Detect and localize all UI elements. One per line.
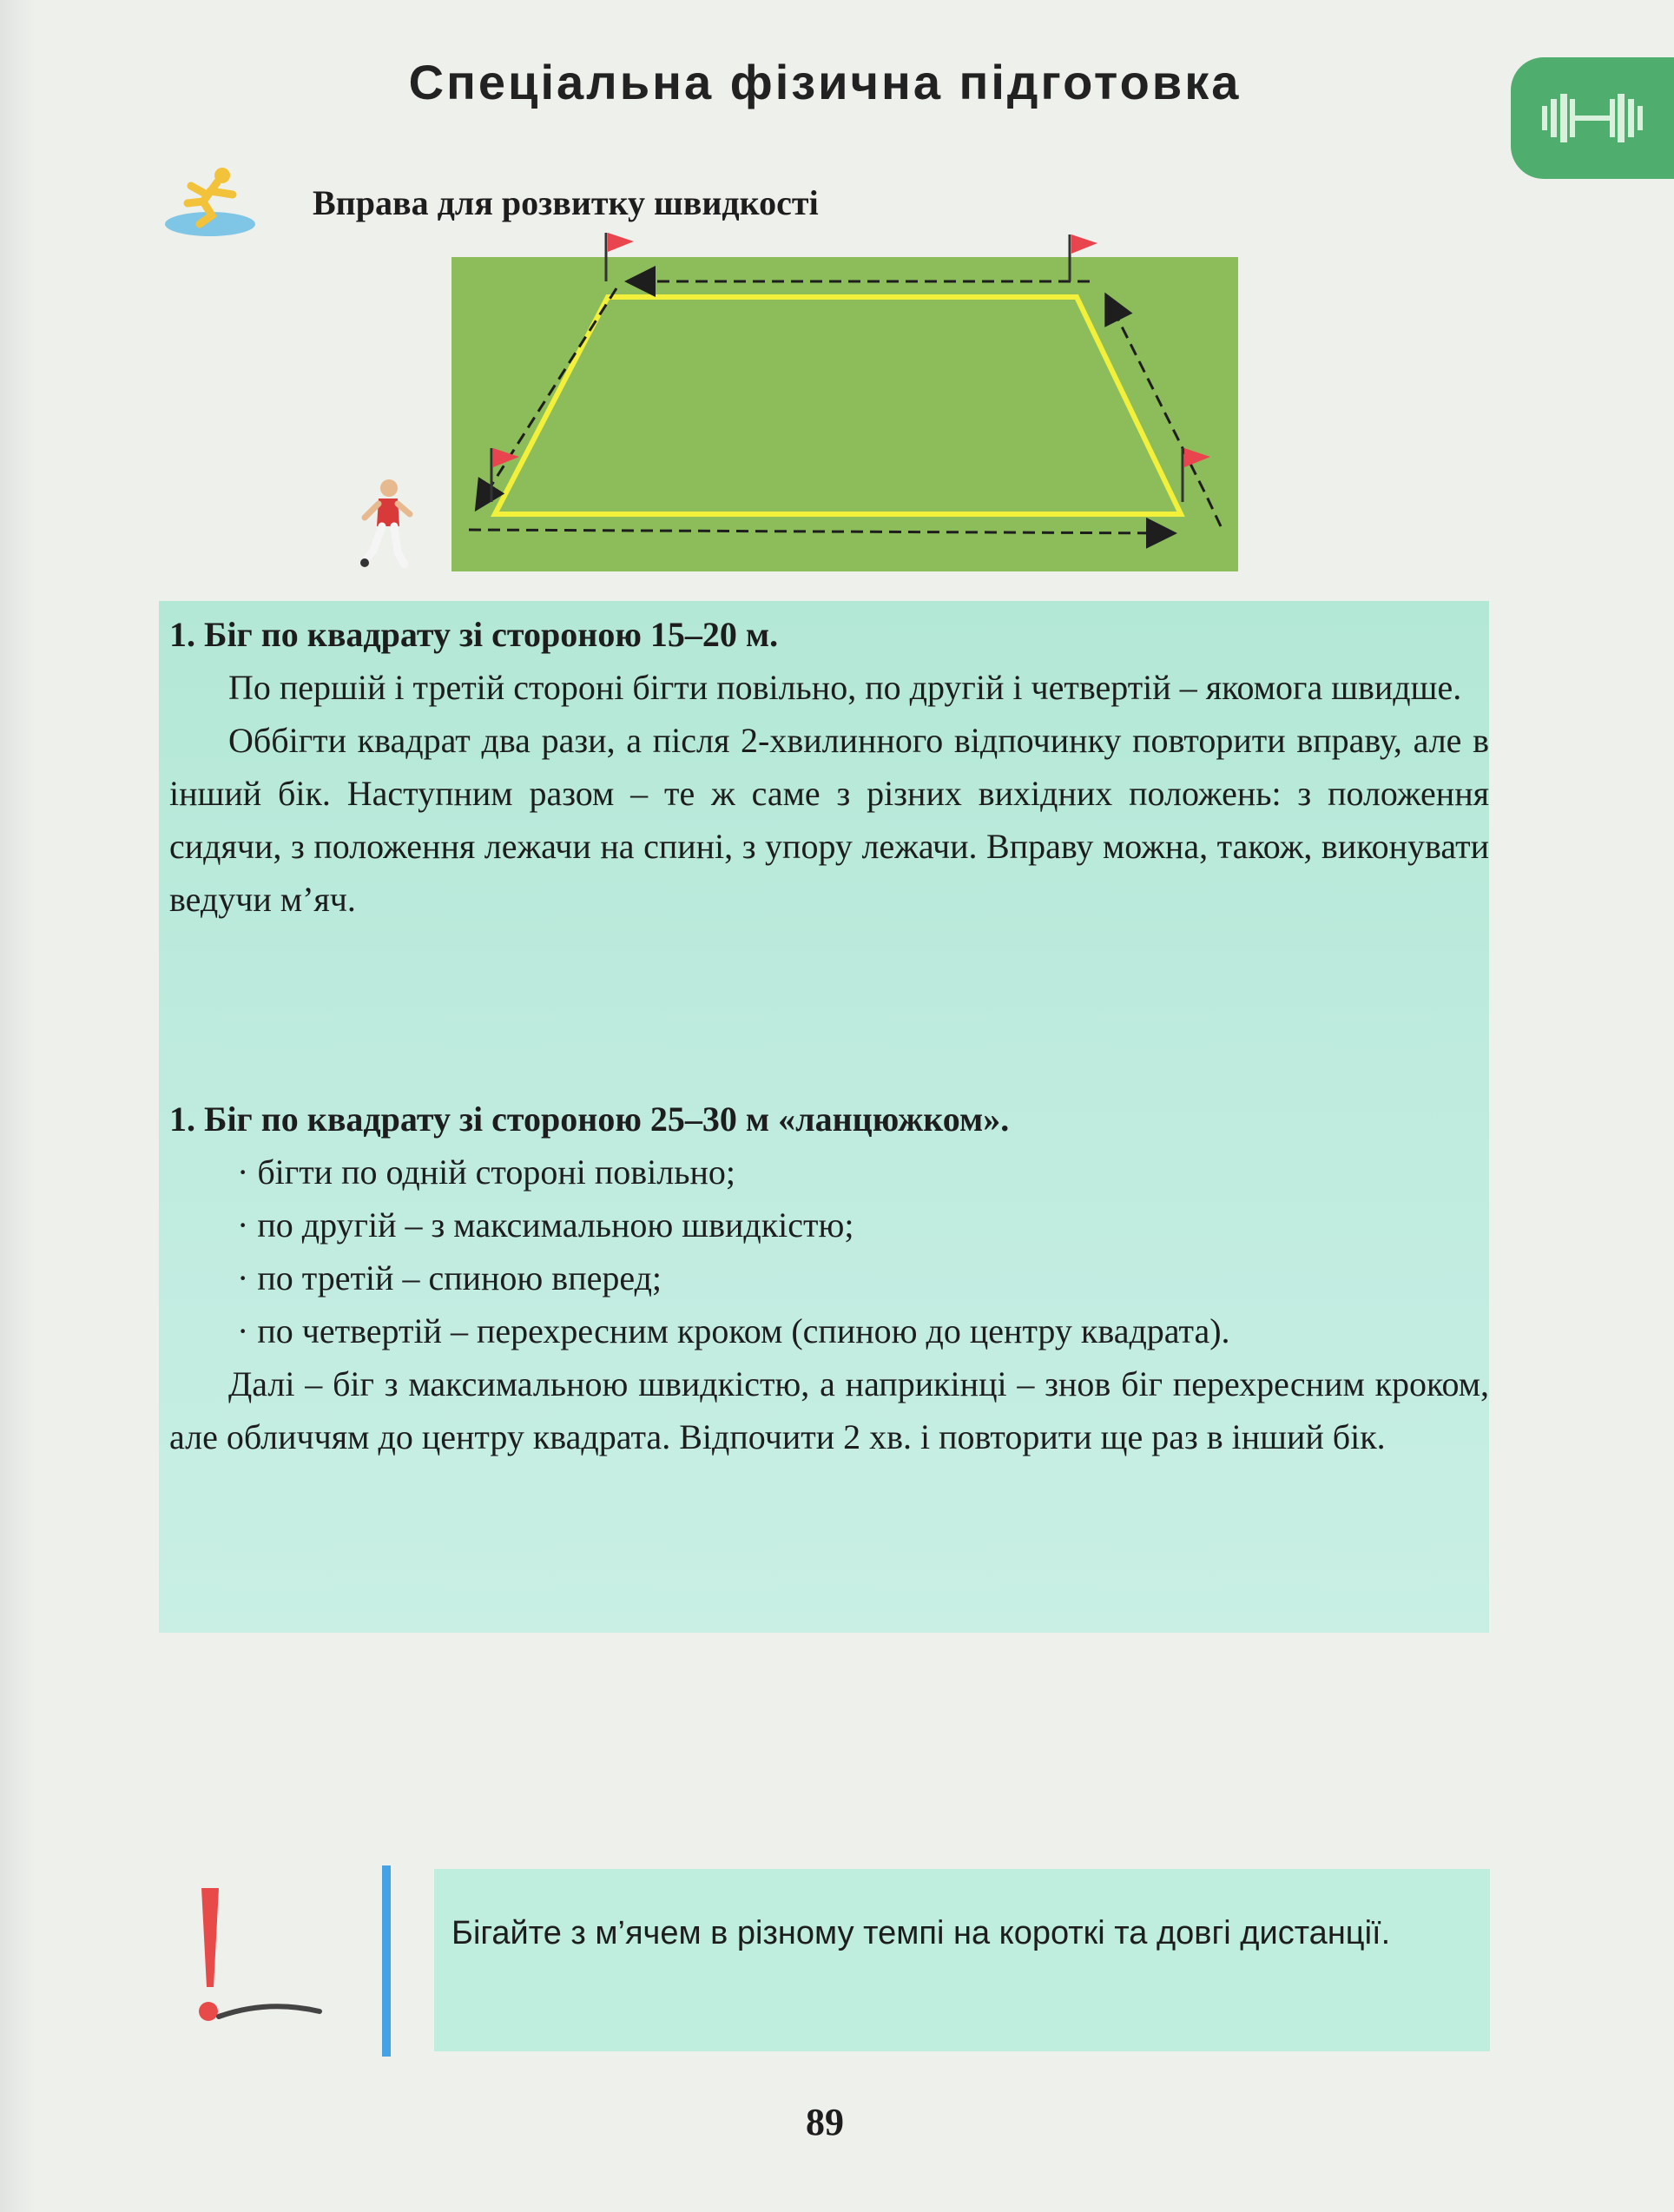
exercise-2-heading: 1. Біг по квадрату зі стороною 25–30 м «ланцюжком».	[169, 1099, 1010, 1139]
exercise-2	[169, 1093, 1489, 1463]
sprinter-icon	[161, 163, 259, 241]
exercise-1-heading: 1. Біг по квадрату зі стороною 15–20 м.	[169, 615, 779, 654]
running-track-diagram	[451, 228, 1242, 575]
note-panel	[434, 1869, 1490, 2051]
exercise-2-paragraph: Далі – біг з максимальною швидкістю, а наприкінці – знов біг перехресним кроком, але обличчям до центру квадрата. Відпочити 2 хв. і повторити ще раз в інший бік.	[169, 1364, 1489, 1456]
page-number: 89	[806, 2101, 844, 2143]
exercise-1-paragraph: Оббігти квадрат два рази, а після 2-хвилинного відпочинку повторити вправу, але в інший бік. Наступним разом – те ж саме з різних вихідних положень: з положення сидячи, з положення лежачи на спині, з упору лежачи. Вправу можна, також, виконувати ведучи м’яч.	[169, 721, 1489, 919]
note-accent-bar	[382, 1865, 391, 2057]
page-shadow	[0, 0, 35, 2212]
exercise-subtitle: Вправа для розвитку швидкості	[313, 183, 819, 222]
exercise-2-bullet: · по третій – спиною вперед;	[237, 1258, 662, 1297]
exercise-1-paragraph: По першій і третій стороні бігти повільно, по другій і четвертій – якомога швидше.	[228, 668, 1462, 707]
football-player-icon	[356, 478, 417, 573]
page-title: Спеціальна фізична підготовка	[408, 55, 1242, 109]
exercise-2-bullet: · по четвертій – перехресним кроком (спиною до центру квадрата).	[237, 1311, 1230, 1350]
section-tab	[1511, 57, 1674, 179]
exercise-2-bullet: · бігти по одній стороні повільно;	[237, 1152, 735, 1192]
exclamation-icon	[189, 1885, 328, 2032]
exercise-2-bullet: · по другій – з максимальною швидкістю;	[237, 1205, 854, 1245]
exercise-1	[169, 608, 1489, 926]
dumbbell-icon	[1535, 87, 1650, 149]
grass-field	[451, 257, 1238, 571]
note-text: Бігайте з м’ячем в різному темпі на короткі та довгі дистанції.	[451, 1915, 1391, 1951]
